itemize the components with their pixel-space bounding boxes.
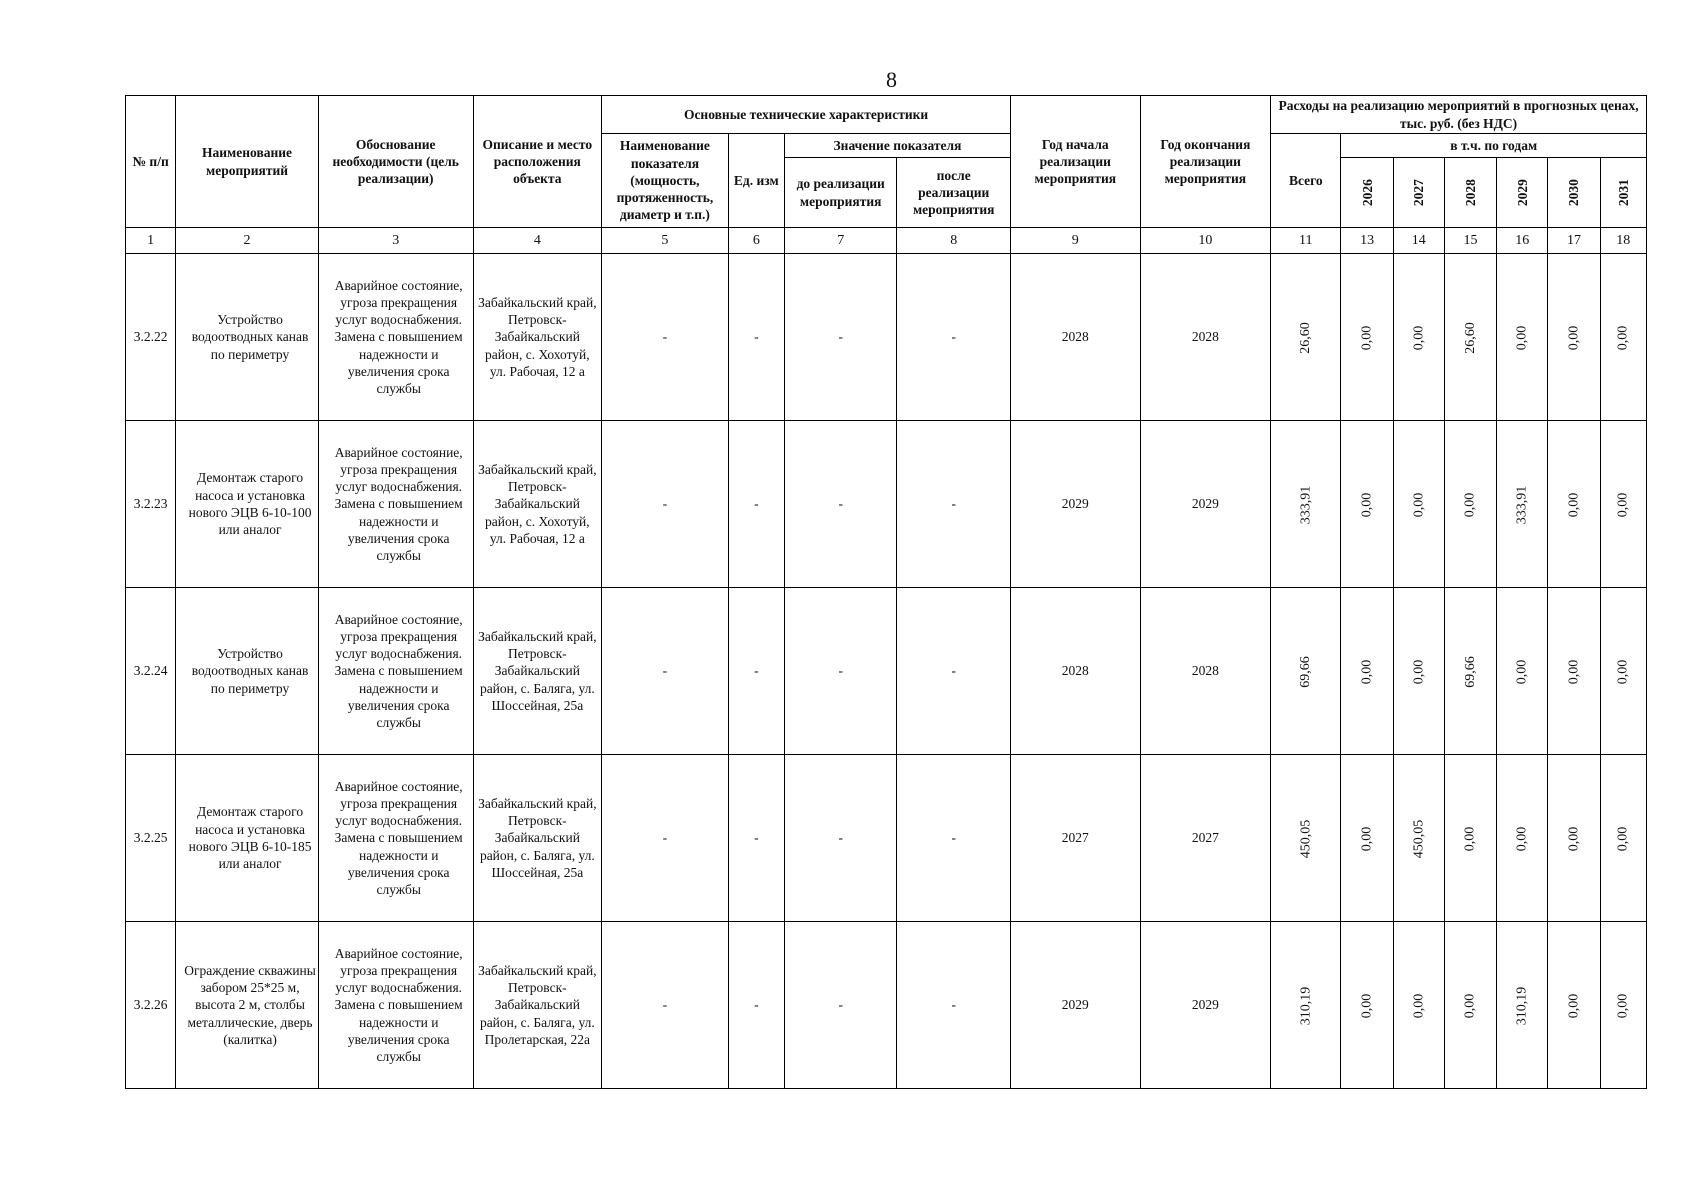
row-year-value: 0,00 bbox=[1341, 254, 1393, 421]
header-num: № п/п bbox=[126, 96, 176, 228]
header-year-2029: 2029 bbox=[1497, 158, 1548, 228]
row-end-year: 2027 bbox=[1140, 755, 1271, 922]
row-before: - bbox=[784, 755, 897, 922]
row-year-value: 0,00 bbox=[1393, 922, 1444, 1089]
row-before: - bbox=[784, 922, 897, 1089]
row-year-value: 0,00 bbox=[1548, 421, 1600, 588]
row-year-value: 0,00 bbox=[1341, 421, 1393, 588]
column-number: 2 bbox=[176, 228, 319, 254]
row-total: 26,60 bbox=[1271, 254, 1341, 421]
row-year-value: 0,00 bbox=[1341, 588, 1393, 755]
row-name: Устройство водоотводных канав по периметру bbox=[176, 588, 319, 755]
row-num: 3.2.23 bbox=[126, 421, 176, 588]
row-year-value: 0,00 bbox=[1393, 421, 1444, 588]
header-start-year: Год начала реализации мероприятия bbox=[1010, 96, 1140, 228]
row-location: Забайкальский край, Петровск-Забайкальский район, с. Баляга, ул. Шоссейная, 25а bbox=[473, 755, 602, 922]
page-number: 8 bbox=[886, 67, 897, 92]
row-year-value: 0,00 bbox=[1600, 755, 1646, 922]
row-end-year: 2029 bbox=[1140, 421, 1271, 588]
column-number: 16 bbox=[1497, 228, 1548, 254]
column-number: 18 bbox=[1600, 228, 1646, 254]
row-justification: Аварийное состояние, угроза прекращения услуг водоснабжения. Замена с повышением надежности и увеличения срока службы bbox=[318, 922, 473, 1089]
row-name: Демонтаж старого насоса и установка нового ЭЦВ 6-10-100 или аналог bbox=[176, 421, 319, 588]
row-unit: - bbox=[728, 922, 784, 1089]
row-year-value: 0,00 bbox=[1393, 254, 1444, 421]
column-number: 4 bbox=[473, 228, 602, 254]
row-location: Забайкальский край, Петровск-Забайкальский район, с. Баляга, ул. Шоссейная, 25а bbox=[473, 588, 602, 755]
header-indicator-name: Наименование показателя (мощность, протяженность, диаметр и т.п.) bbox=[602, 134, 729, 228]
table-row bbox=[126, 922, 1647, 1089]
row-year-value: 310,19 bbox=[1497, 922, 1548, 1089]
row-justification: Аварийное состояние, угроза прекращения услуг водоснабжения. Замена с повышением надежности и увеличения срока службы bbox=[318, 755, 473, 922]
row-year-value: 0,00 bbox=[1600, 254, 1646, 421]
row-name: Демонтаж старого насоса и установка нового ЭЦВ 6-10-185 или аналог bbox=[176, 755, 319, 922]
table-row bbox=[126, 421, 1647, 588]
row-start-year: 2029 bbox=[1010, 922, 1140, 1089]
row-unit: - bbox=[728, 421, 784, 588]
table-body bbox=[126, 228, 1647, 1089]
row-total: 333,91 bbox=[1271, 421, 1341, 588]
row-justification: Аварийное состояние, угроза прекращения услуг водоснабжения. Замена с повышением надежности и увеличения срока службы bbox=[318, 254, 473, 421]
row-total: 69,66 bbox=[1271, 588, 1341, 755]
header-tech-group: Основные технические характеристики bbox=[602, 96, 1011, 134]
row-year-value: 0,00 bbox=[1600, 421, 1646, 588]
header-unit: Ед. изм bbox=[728, 134, 784, 228]
row-year-value: 0,00 bbox=[1600, 588, 1646, 755]
header-by-years: в т.ч. по годам bbox=[1341, 134, 1647, 158]
row-num: 3.2.25 bbox=[126, 755, 176, 922]
events-table bbox=[125, 95, 1647, 1089]
row-indicator: - bbox=[602, 755, 729, 922]
row-indicator: - bbox=[602, 421, 729, 588]
header-expenses-group: Расходы на реализацию мероприятий в прогнозных ценах, тыс. руб. (без НДС) bbox=[1271, 96, 1647, 134]
header-description: Описание и место расположения объекта bbox=[473, 96, 602, 228]
row-justification: Аварийное состояние, угроза прекращения услуг водоснабжения. Замена с повышением надежности и увеличения срока службы bbox=[318, 421, 473, 588]
table-row bbox=[126, 588, 1647, 755]
header-name: Наименование мероприятий bbox=[176, 96, 319, 228]
column-number: 14 bbox=[1393, 228, 1444, 254]
row-year-value: 0,00 bbox=[1600, 922, 1646, 1089]
row-indicator: - bbox=[602, 588, 729, 755]
column-number: 3 bbox=[318, 228, 473, 254]
row-indicator: - bbox=[602, 254, 729, 421]
column-number: 8 bbox=[897, 228, 1011, 254]
row-start-year: 2028 bbox=[1010, 588, 1140, 755]
row-num: 3.2.22 bbox=[126, 254, 176, 421]
table-row bbox=[126, 755, 1647, 922]
row-after: - bbox=[897, 421, 1011, 588]
header-year-2027: 2027 bbox=[1393, 158, 1444, 228]
row-unit: - bbox=[728, 588, 784, 755]
row-year-value: 0,00 bbox=[1497, 755, 1548, 922]
column-number: 13 bbox=[1341, 228, 1393, 254]
row-year-value: 0,00 bbox=[1548, 588, 1600, 755]
row-year-value: 69,66 bbox=[1444, 588, 1496, 755]
row-indicator: - bbox=[602, 922, 729, 1089]
header-total: Всего bbox=[1271, 134, 1341, 228]
row-year-value: 0,00 bbox=[1497, 588, 1548, 755]
column-number-row bbox=[126, 228, 1647, 254]
column-number: 1 bbox=[126, 228, 176, 254]
header-justification: Обоснование необходимости (цель реализации) bbox=[318, 96, 473, 228]
row-num: 3.2.26 bbox=[126, 922, 176, 1089]
row-year-value: 0,00 bbox=[1548, 922, 1600, 1089]
row-year-value: 0,00 bbox=[1444, 421, 1496, 588]
row-after: - bbox=[897, 922, 1011, 1089]
row-before: - bbox=[784, 254, 897, 421]
row-before: - bbox=[784, 588, 897, 755]
row-end-year: 2029 bbox=[1140, 922, 1271, 1089]
header-year-2026: 2026 bbox=[1341, 158, 1393, 228]
row-before: - bbox=[784, 421, 897, 588]
row-after: - bbox=[897, 755, 1011, 922]
row-total: 310,19 bbox=[1271, 922, 1341, 1089]
row-year-value: 0,00 bbox=[1444, 755, 1496, 922]
row-year-value: 0,00 bbox=[1444, 922, 1496, 1089]
header-end-year: Год окончания реализации мероприятия bbox=[1140, 96, 1271, 228]
row-after: - bbox=[897, 254, 1011, 421]
row-name: Ограждение скважины забором 25*25 м, высота 2 м, столбы металлические, дверь (калитка) bbox=[176, 922, 319, 1089]
row-end-year: 2028 bbox=[1140, 588, 1271, 755]
row-unit: - bbox=[728, 755, 784, 922]
row-start-year: 2027 bbox=[1010, 755, 1140, 922]
column-number: 10 bbox=[1140, 228, 1271, 254]
header-year-2031: 2031 bbox=[1600, 158, 1646, 228]
row-year-value: 450,05 bbox=[1393, 755, 1444, 922]
row-year-value: 0,00 bbox=[1548, 755, 1600, 922]
row-year-value: 0,00 bbox=[1341, 922, 1393, 1089]
column-number: 17 bbox=[1548, 228, 1600, 254]
row-unit: - bbox=[728, 254, 784, 421]
table-header bbox=[126, 96, 1647, 228]
row-location: Забайкальский край, Петровск-Забайкальский район, с. Баляга, ул. Пролетарская, 22а bbox=[473, 922, 602, 1089]
row-name: Устройство водоотводных канав по периметру bbox=[176, 254, 319, 421]
header-after: после реализации мероприятия bbox=[897, 158, 1011, 228]
row-location: Забайкальский край, Петровск-Забайкальский район, с. Хохотуй, ул. Рабочая, 12 а bbox=[473, 421, 602, 588]
row-year-value: 0,00 bbox=[1548, 254, 1600, 421]
column-number: 15 bbox=[1444, 228, 1496, 254]
row-end-year: 2028 bbox=[1140, 254, 1271, 421]
header-year-2030: 2030 bbox=[1548, 158, 1600, 228]
row-year-value: 0,00 bbox=[1393, 588, 1444, 755]
column-number: 9 bbox=[1010, 228, 1140, 254]
header-year-2028: 2028 bbox=[1444, 158, 1496, 228]
header-value-group: Значение показателя bbox=[784, 134, 1010, 158]
row-justification: Аварийное состояние, угроза прекращения услуг водоснабжения. Замена с повышением надежности и увеличения срока службы bbox=[318, 588, 473, 755]
header-before: до реализации мероприятия bbox=[784, 158, 897, 228]
row-year-value: 333,91 bbox=[1497, 421, 1548, 588]
table-row bbox=[126, 254, 1647, 421]
column-number: 7 bbox=[784, 228, 897, 254]
row-year-value: 26,60 bbox=[1444, 254, 1496, 421]
row-year-value: 0,00 bbox=[1341, 755, 1393, 922]
column-number: 6 bbox=[728, 228, 784, 254]
row-location: Забайкальский край, Петровск-Забайкальский район, с. Хохотуй, ул. Рабочая, 12 а bbox=[473, 254, 602, 421]
column-number: 11 bbox=[1271, 228, 1341, 254]
row-after: - bbox=[897, 588, 1011, 755]
row-year-value: 0,00 bbox=[1497, 254, 1548, 421]
row-total: 450,05 bbox=[1271, 755, 1341, 922]
row-start-year: 2028 bbox=[1010, 254, 1140, 421]
row-start-year: 2029 bbox=[1010, 421, 1140, 588]
column-number: 5 bbox=[602, 228, 729, 254]
row-num: 3.2.24 bbox=[126, 588, 176, 755]
